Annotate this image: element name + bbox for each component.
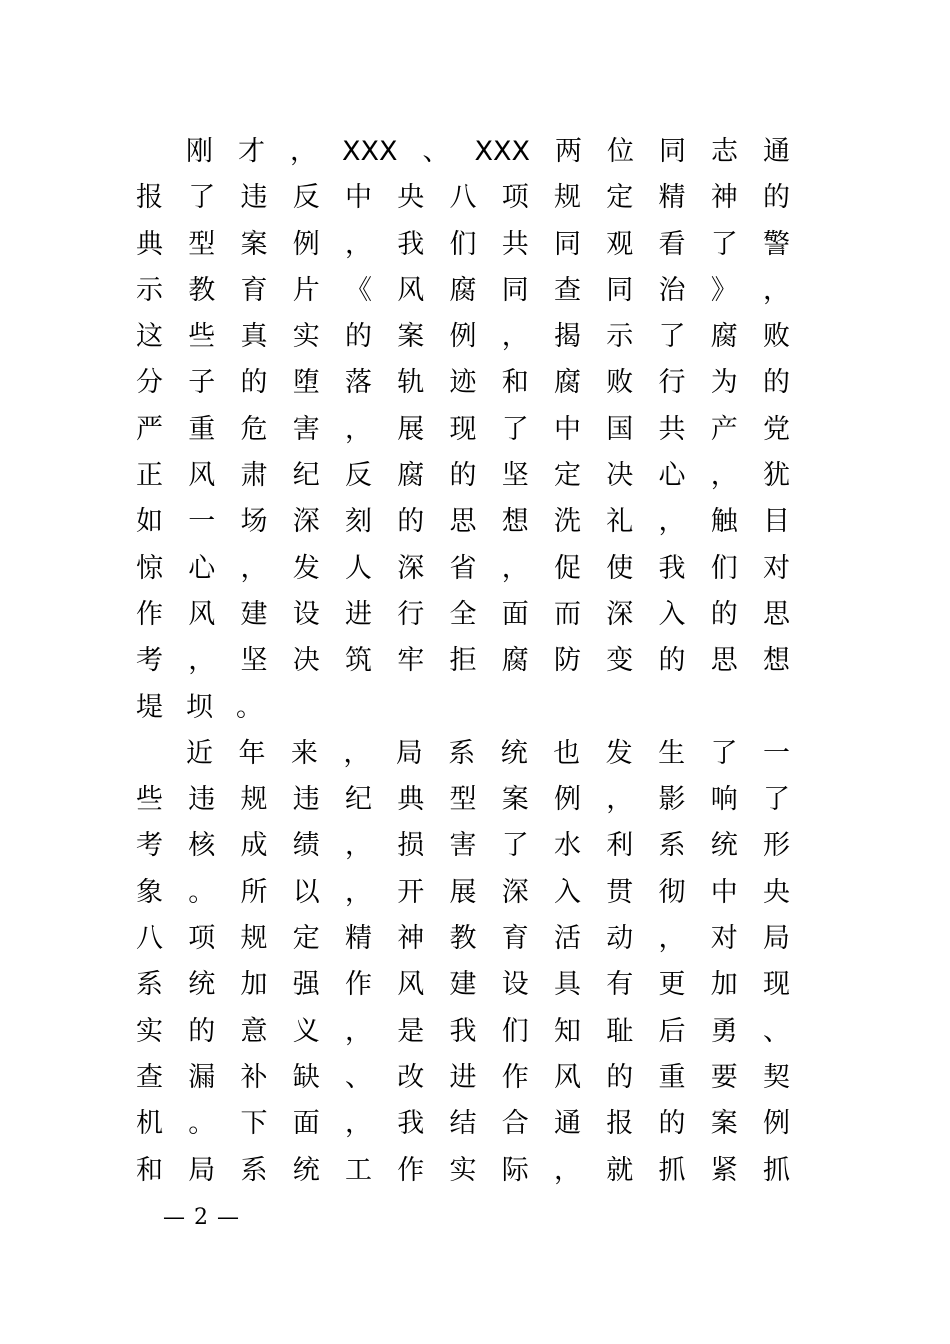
text-line: 些 违 规 违 纪 典 型 案 例 ， 影 响 了 — [136, 784, 790, 816]
text-line: 作 风 建 设 进 行 全 面 而 深 入 的 思 — [136, 598, 790, 630]
text-line: 系 统 加 强 作 风 建 设 具 有 更 加 现 — [136, 969, 790, 1001]
text-line: 机 。 下 面 ， 我 结 合 通 报 的 案 例 — [136, 1108, 790, 1140]
text-line: 象 。 所 以 ， 开 展 深 入 贯 彻 中 央 — [136, 876, 790, 908]
text-line: 正 风 肃 纪 反 腐 的 坚 定 决 心 ， 犹 — [136, 460, 790, 492]
text-line: 堤 坝 。 — [136, 691, 263, 723]
paragraph-2 — [136, 731, 790, 1194]
text-line: 严 重 危 害 ， 展 现 了 中 国 共 产 党 — [136, 413, 790, 445]
text-line: 查 漏 补 缺 、 改 进 作 风 的 重 要 契 — [136, 1061, 790, 1093]
text-line: 惊 心 ， 发 人 深 省 ， 促 使 我 们 对 — [136, 552, 790, 584]
text-line: 分 子 的 堕 落 轨 迹 和 腐 败 行 为 的 — [136, 367, 790, 399]
text-line: 考 核 成 绩 ， 损 害 了 水 利 系 统 形 — [136, 830, 790, 862]
page-number: — 2 — — [163, 1205, 240, 1230]
text-line: 考 ， 坚 决 筑 牢 拒 腐 防 变 的 思 想 — [136, 645, 790, 677]
text-line: 示 教 育 片 《 风 腐 同 查 同 治 》 ， — [136, 274, 790, 306]
text-line: 典 型 案 例 ， 我 们 共 同 观 看 了 警 — [136, 228, 790, 260]
text-line: 报 了 违 反 中 央 八 项 规 定 精 神 的 — [136, 182, 790, 214]
text-line: 刚 才 ， XXX 、 XXX 两 位 同 志 通 — [186, 136, 790, 167]
text-line: 如 一 场 深 刻 的 思 想 洗 礼 ， 触 目 — [136, 506, 790, 538]
text-line: 八 项 规 定 精 神 教 育 活 动 ， 对 局 — [136, 923, 790, 955]
document-body — [136, 129, 790, 1194]
text-line: 实 的 意 义 ， 是 我 们 知 耻 后 勇 、 — [136, 1015, 790, 1047]
text-line: 和 局 系 统 工 作 实 际 ， 就 抓 紧 抓 — [136, 1154, 790, 1186]
text-line: 近 年 来 ， 局 系 统 也 发 生 了 一 — [186, 737, 790, 769]
text-line: 这 些 真 实 的 案 例 ， 揭 示 了 腐 败 — [136, 321, 790, 353]
paragraph-1 — [136, 129, 790, 731]
